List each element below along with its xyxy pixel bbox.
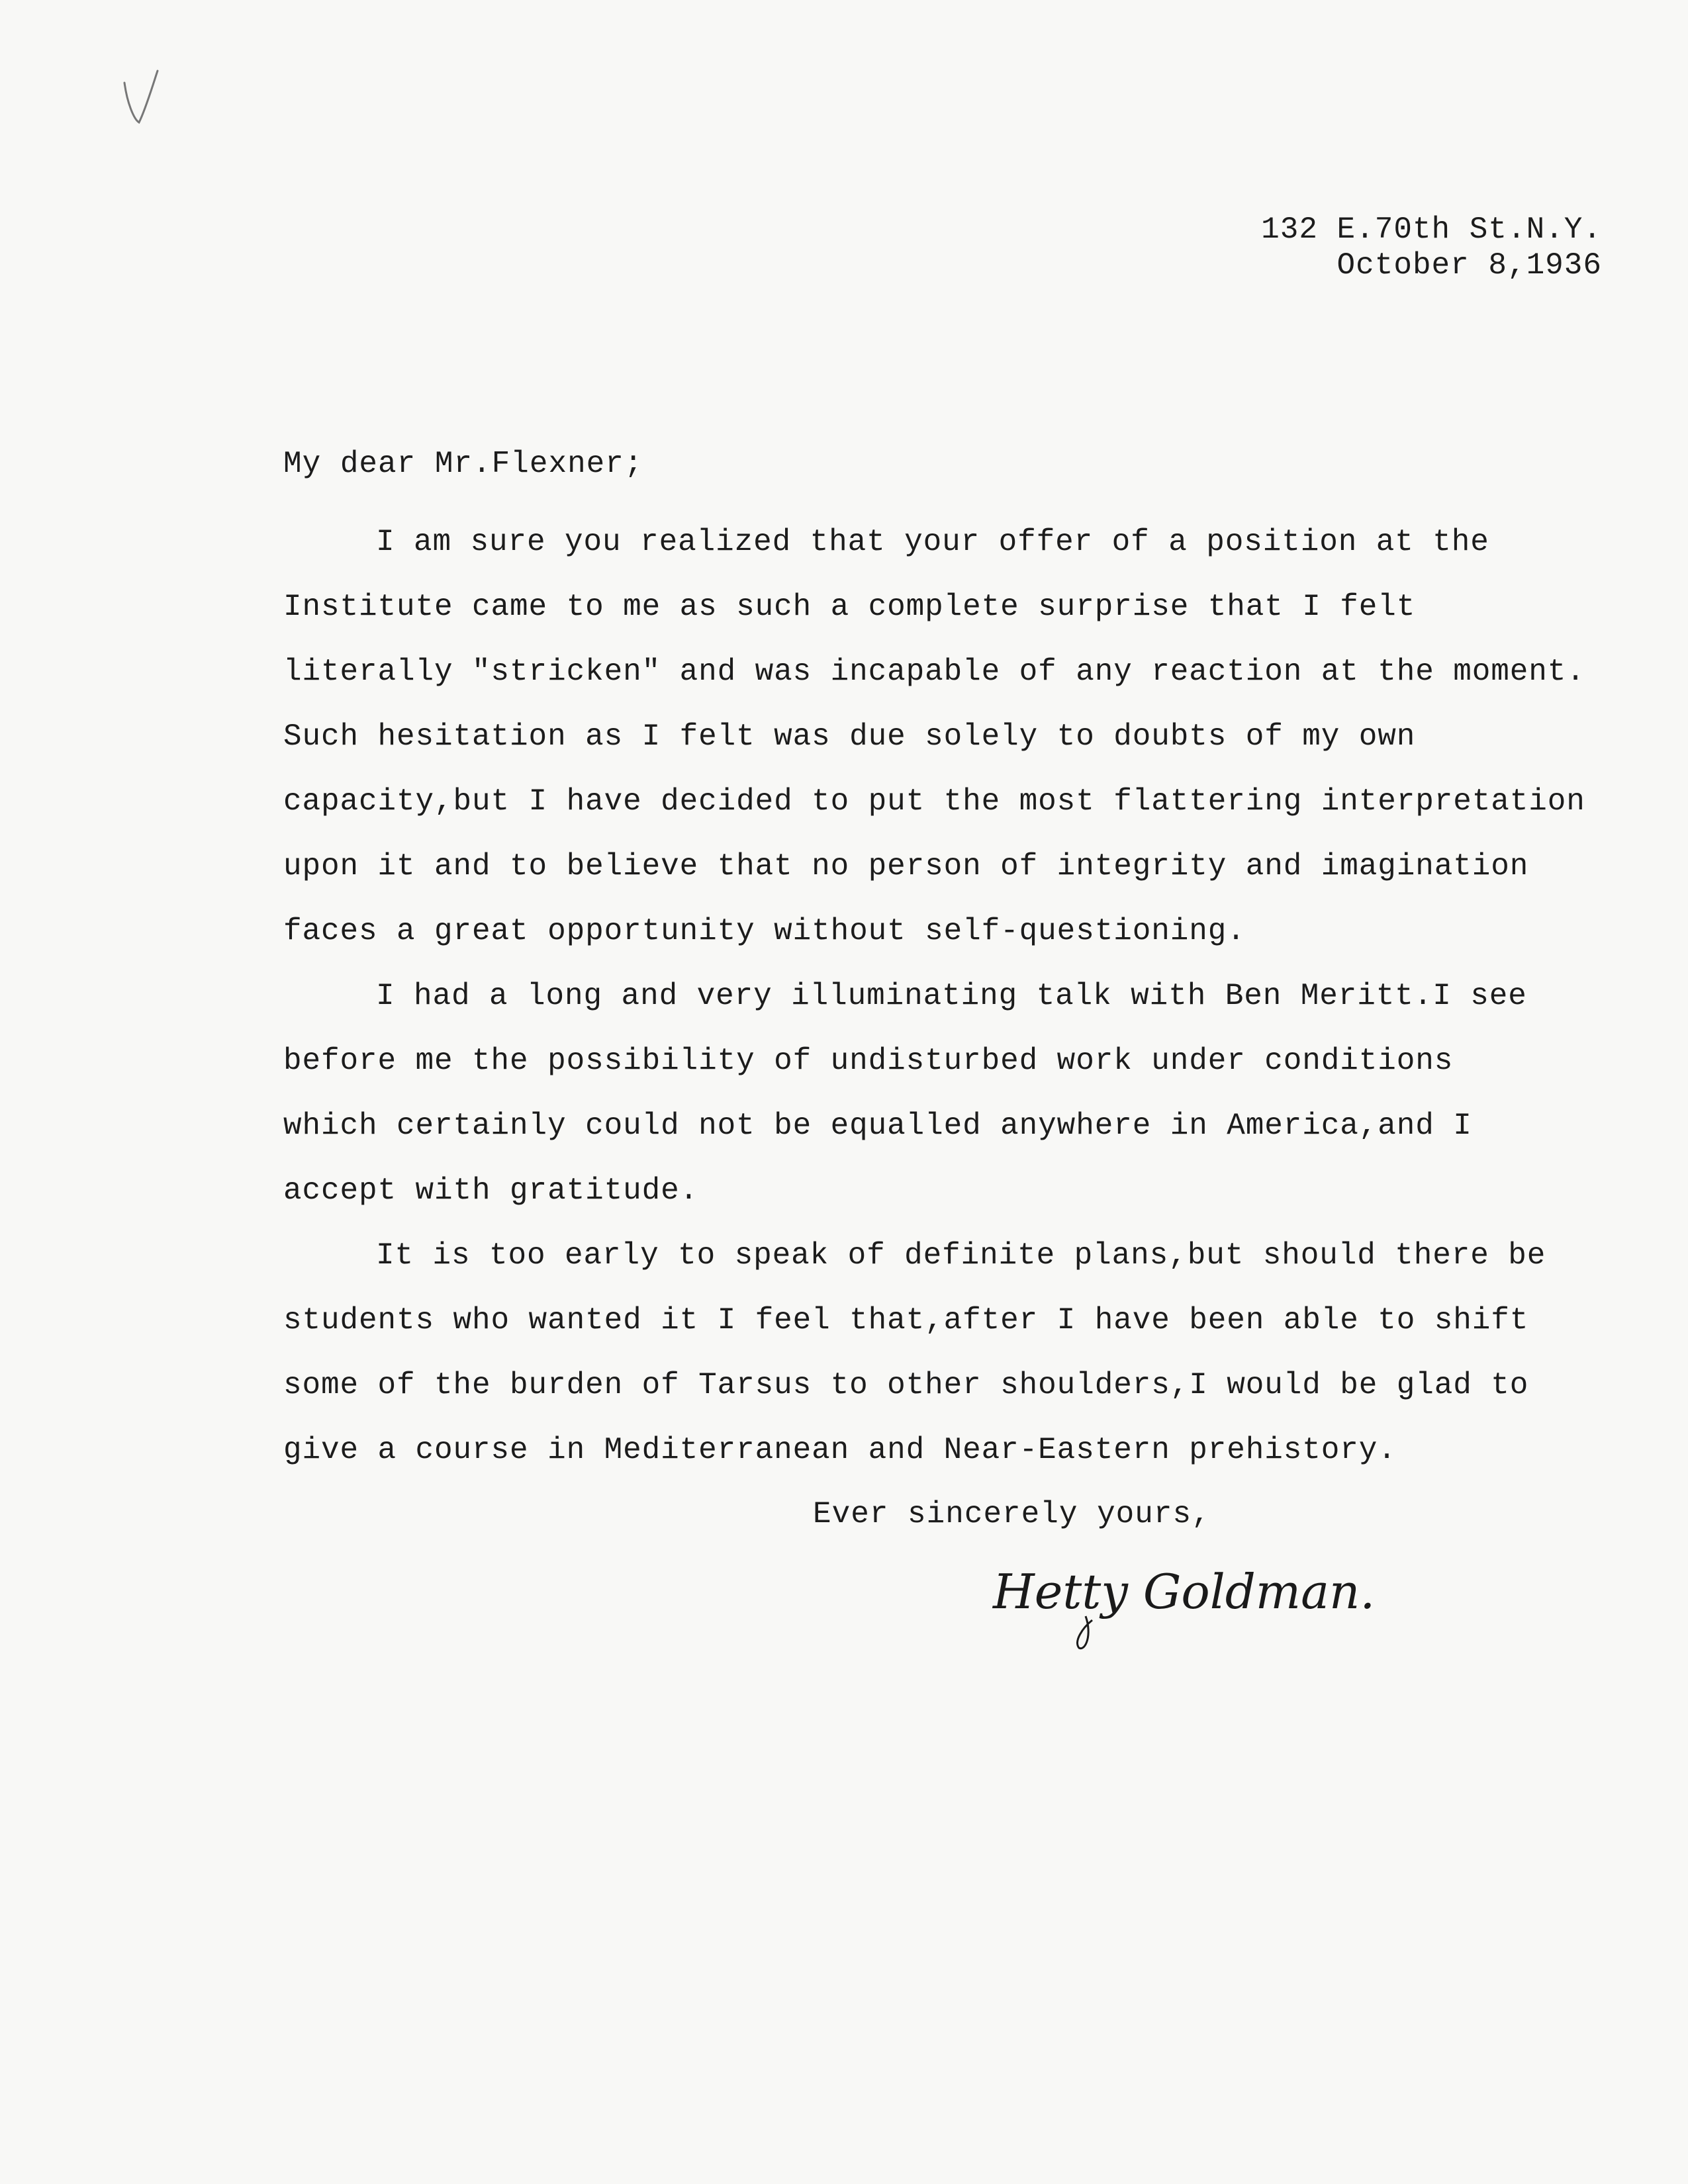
- paragraph-2: [283, 964, 1647, 1223]
- handwritten-signature: [986, 1542, 1383, 1655]
- sender-street: 132 E.70th St.N.Y.: [1261, 212, 1602, 247]
- paragraph-1: [283, 510, 1647, 964]
- pencil-check-mark: [119, 63, 165, 129]
- paragraph-line: Institute came to me as such a complete surprise that I felt: [283, 590, 1416, 624]
- paragraph-line: I am sure you realized that your offer of a position at the: [376, 525, 1489, 559]
- letter-body: [283, 510, 1647, 1482]
- paragraph-line: which certainly could not be equalled anywhere in America,and I: [283, 1109, 1472, 1143]
- signature-text: Hetty Goldman.: [993, 1564, 1376, 1619]
- paragraph-line: students who wanted it I feel that,after I have been able to shift: [283, 1303, 1529, 1338]
- paragraph-line: literally "stricken" and was incapable of any reaction at the moment.: [283, 655, 1585, 689]
- paragraph-3: [283, 1223, 1647, 1482]
- complimentary-close: Ever sincerely yours,: [813, 1497, 1211, 1531]
- paragraph-line: before me the possibility of undisturbed work under conditions: [283, 1044, 1454, 1078]
- paragraph-line: Such hesitation as I felt was due solely to doubts of my own: [283, 719, 1416, 754]
- salutation: My dear Mr.Flexner;: [283, 447, 643, 481]
- paragraph-line: accept with gratitude.: [283, 1173, 699, 1208]
- paragraph-line: It is too early to speak of definite plans,but should there be: [376, 1238, 1546, 1273]
- sender-address-block: [1218, 212, 1602, 283]
- paragraph-line: upon it and to believe that no person of integrity and imagination: [283, 849, 1529, 884]
- paragraph-line: I had a long and very illuminating talk with Ben Meritt.I see: [376, 979, 1527, 1013]
- paragraph-line: capacity,but I have decided to put the most flattering interpretation: [283, 784, 1585, 819]
- paragraph-line: some of the burden of Tarsus to other shoulders,I would be glad to: [283, 1368, 1529, 1402]
- letter-date: October 8,1936: [1336, 248, 1602, 283]
- paragraph-line: give a course in Mediterranean and Near-Eastern prehistory.: [283, 1433, 1397, 1467]
- paragraph-line: faces a great opportunity without self-questioning.: [283, 914, 1246, 948]
